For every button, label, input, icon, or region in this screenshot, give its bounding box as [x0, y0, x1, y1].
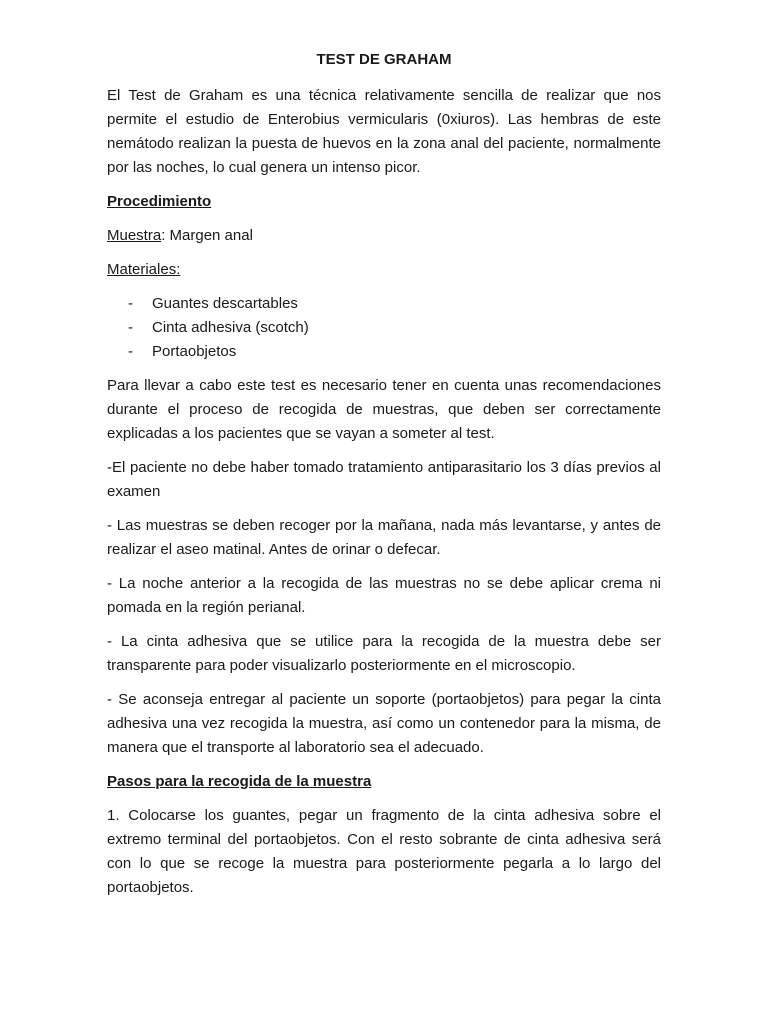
recomendaciones-intro: Para llevar a cabo este test es necesario tener en cuenta unas recomendaciones durante el proceso de recogida de muestras, que deben ser correctamente explicadas a los pacientes que se vayan a someter al test.: [107, 377, 661, 442]
paso-paragraph: 1. Colocarse los guantes, pegar un fragmento de la cinta adhesiva sobre el extremo terminal del portaobjetos. Con el resto sobrante de cinta adhesiva será con lo que se recoge la muestra para posteriormente pegarla a lo largo del portaobjetos.: [107, 807, 661, 896]
list-dash: -: [128, 343, 133, 360]
recomendacion-paragraph: - Se aconseja entregar al paciente un soporte (portaobjetos) para pegar la cinta adhesiva una vez recogida la muestra, así como un contenedor para la misma, de manera que el transporte al laboratorio sea el adecuado.: [107, 691, 661, 756]
list-item: [107, 316, 661, 340]
list-dash: -: [128, 295, 133, 312]
document-title: TEST DE GRAHAM: [316, 51, 452, 68]
document-page: [107, 48, 661, 910]
list-dash: -: [128, 319, 133, 336]
intro-paragraph: El Test de Graham es una técnica relativamente sencilla de realizar que nos permite el estudio de Enterobius vermicularis (0xiuros). Las hembras de este nemátodo realizan la puesta de huevos en la zona anal del paciente, normalmente por las noches, lo cual genera un intenso picor.: [107, 87, 661, 176]
recomendacion-paragraph: -El paciente no debe haber tomado tratamiento antiparasitario los 3 días previos al examen: [107, 459, 661, 500]
list-item-text: Guantes descartables: [152, 295, 298, 312]
materiales-label: Materiales:: [107, 261, 181, 278]
list-item-text: Portaobjetos: [152, 343, 237, 360]
muestra-line: [107, 224, 661, 248]
pasos-heading: Pasos para la recogida de la muestra: [107, 773, 372, 790]
list-item: [107, 340, 661, 364]
materiales-list: [107, 292, 661, 364]
recomendacion-paragraph: - La noche anterior a la recogida de las muestras no se debe aplicar crema ni pomada en la región perianal.: [107, 575, 661, 616]
materiales-heading: [107, 258, 661, 282]
list-item-text: Cinta adhesiva (scotch): [152, 319, 309, 336]
muestra-label: Muestra: [107, 227, 162, 244]
recomendacion-paragraph: - Las muestras se deben recoger por la mañana, nada más levantarse, y antes de realizar el aseo matinal. Antes de orinar o defecar.: [107, 517, 661, 558]
recomendacion-paragraph: - La cinta adhesiva que se utilice para la recogida de la muestra debe ser transparente para poder visualizarlo posteriormente en el microscopio.: [107, 633, 661, 674]
procedimiento-heading: Procedimiento: [107, 193, 212, 210]
list-item: [107, 292, 661, 316]
muestra-value: : Margen anal: [161, 227, 253, 244]
